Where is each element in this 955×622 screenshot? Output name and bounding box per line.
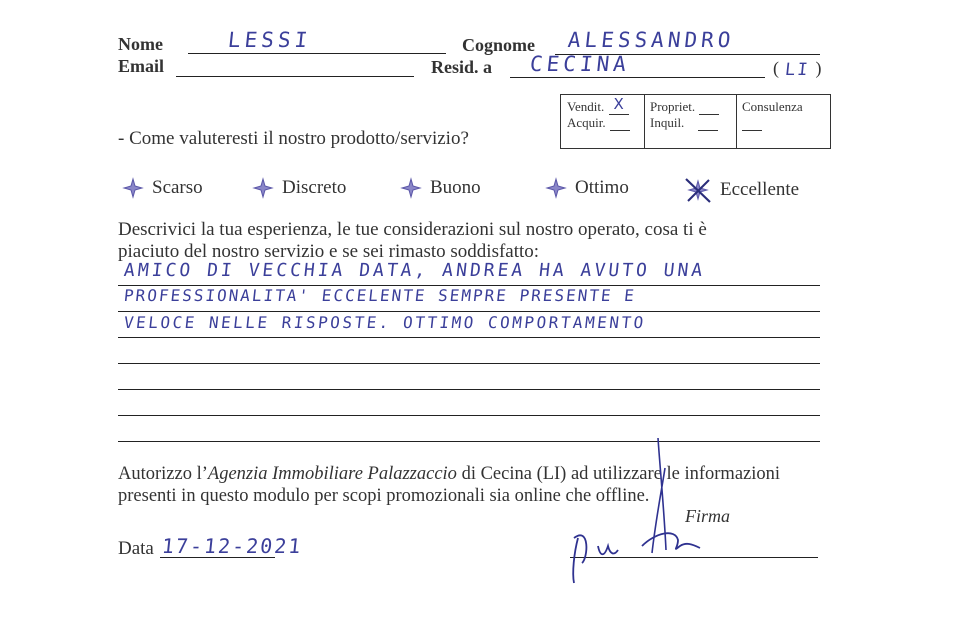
role-divider xyxy=(736,95,737,148)
rating-label: Buono xyxy=(430,177,481,198)
province-field[interactable]: LI xyxy=(783,60,811,80)
authorization-line: presenti in questo modulo per scopi promozionali sia online che offline. xyxy=(118,486,650,506)
experience-line[interactable]: AMICO DI VECCHIA DATA, ANDREA HA AVUTO UNA xyxy=(122,260,707,281)
authorization-part: di Cecina (LI) ad utilizzare le informazioni xyxy=(456,464,781,484)
cognome-label: Cognome xyxy=(462,35,535,55)
propriet-label: Propriet. xyxy=(650,99,696,114)
role-box xyxy=(560,94,831,149)
role-col-consulenza xyxy=(742,99,828,152)
rating-label: Ottimo xyxy=(575,177,629,198)
rating-label: Eccellente xyxy=(720,179,800,200)
resid-label: Resid. a xyxy=(431,57,493,77)
consulenza-checkbox[interactable] xyxy=(742,118,762,131)
email-label: Email xyxy=(118,56,165,76)
nome-field[interactable]: LESSI xyxy=(226,28,313,52)
star-checked-icon xyxy=(682,175,714,205)
rating-label: Discreto xyxy=(282,177,347,198)
cognome-field[interactable]: ALESSANDRO xyxy=(566,28,736,52)
consulenza-label: Consulenza xyxy=(742,99,803,114)
star-icon xyxy=(543,175,569,201)
writing-line xyxy=(118,337,820,338)
inquil-label: Inquil. xyxy=(650,115,685,130)
signature-image[interactable] xyxy=(560,428,740,588)
acquir-label: Acquir. xyxy=(567,115,606,130)
rating-question: - Come valuteresti il nostro prodotto/servizio? xyxy=(118,128,469,149)
rating-ottimo[interactable] xyxy=(543,175,629,201)
description-prompt xyxy=(118,219,830,263)
resid-province: ( LI ) xyxy=(773,58,822,80)
star-icon xyxy=(120,175,146,201)
acquir-checkbox[interactable] xyxy=(610,118,630,131)
resid-line xyxy=(510,77,765,78)
agency-name: Agenzia Immobiliare Palazzaccio xyxy=(207,464,457,484)
rating-discreto[interactable] xyxy=(250,175,346,201)
vendit-label: Vendit. xyxy=(567,99,605,114)
firma-label: Firma xyxy=(685,506,730,526)
data-field[interactable]: 17-12-2021 xyxy=(160,534,304,558)
rating-eccellente[interactable] xyxy=(682,175,799,205)
nome-label: Nome xyxy=(118,34,163,54)
description-prompt-line: Descrivici la tua esperienza, le tue considerazioni sul nostro operato, cosa ti è xyxy=(118,219,707,240)
star-icon xyxy=(398,175,424,201)
rating-label: Scarso xyxy=(152,177,203,198)
role-divider xyxy=(644,95,645,148)
writing-line xyxy=(118,389,820,390)
role-col-propriet xyxy=(650,99,738,152)
writing-line xyxy=(118,415,820,416)
data-label: Data xyxy=(118,538,154,559)
vendit-checkbox[interactable] xyxy=(609,95,629,115)
rating-buono[interactable] xyxy=(398,175,481,201)
vendit-check-mark: X xyxy=(613,95,624,113)
email-line xyxy=(176,76,414,77)
experience-line[interactable]: PROFESSIONALITA' ECCELENTE SEMPRE PRESENTE E xyxy=(123,286,637,305)
propriet-checkbox[interactable] xyxy=(699,102,719,115)
inquil-checkbox[interactable] xyxy=(698,118,718,131)
rating-scarso[interactable] xyxy=(120,175,203,201)
resid-field[interactable]: CECINA xyxy=(528,52,632,76)
nome-line xyxy=(188,53,446,54)
experience-line[interactable]: VELOCE NELLE RISPOSTE. OTTIMO COMPORTAMENTO xyxy=(123,313,647,332)
description-prompt-line: piaciuto del nostro servizio e se sei rimasto soddisfatto: xyxy=(118,241,540,262)
authorization-part: Autorizzo l’ xyxy=(118,464,208,484)
writing-line xyxy=(118,311,820,312)
star-icon xyxy=(250,175,276,201)
role-col-vendit xyxy=(567,95,647,152)
writing-line xyxy=(118,363,820,364)
